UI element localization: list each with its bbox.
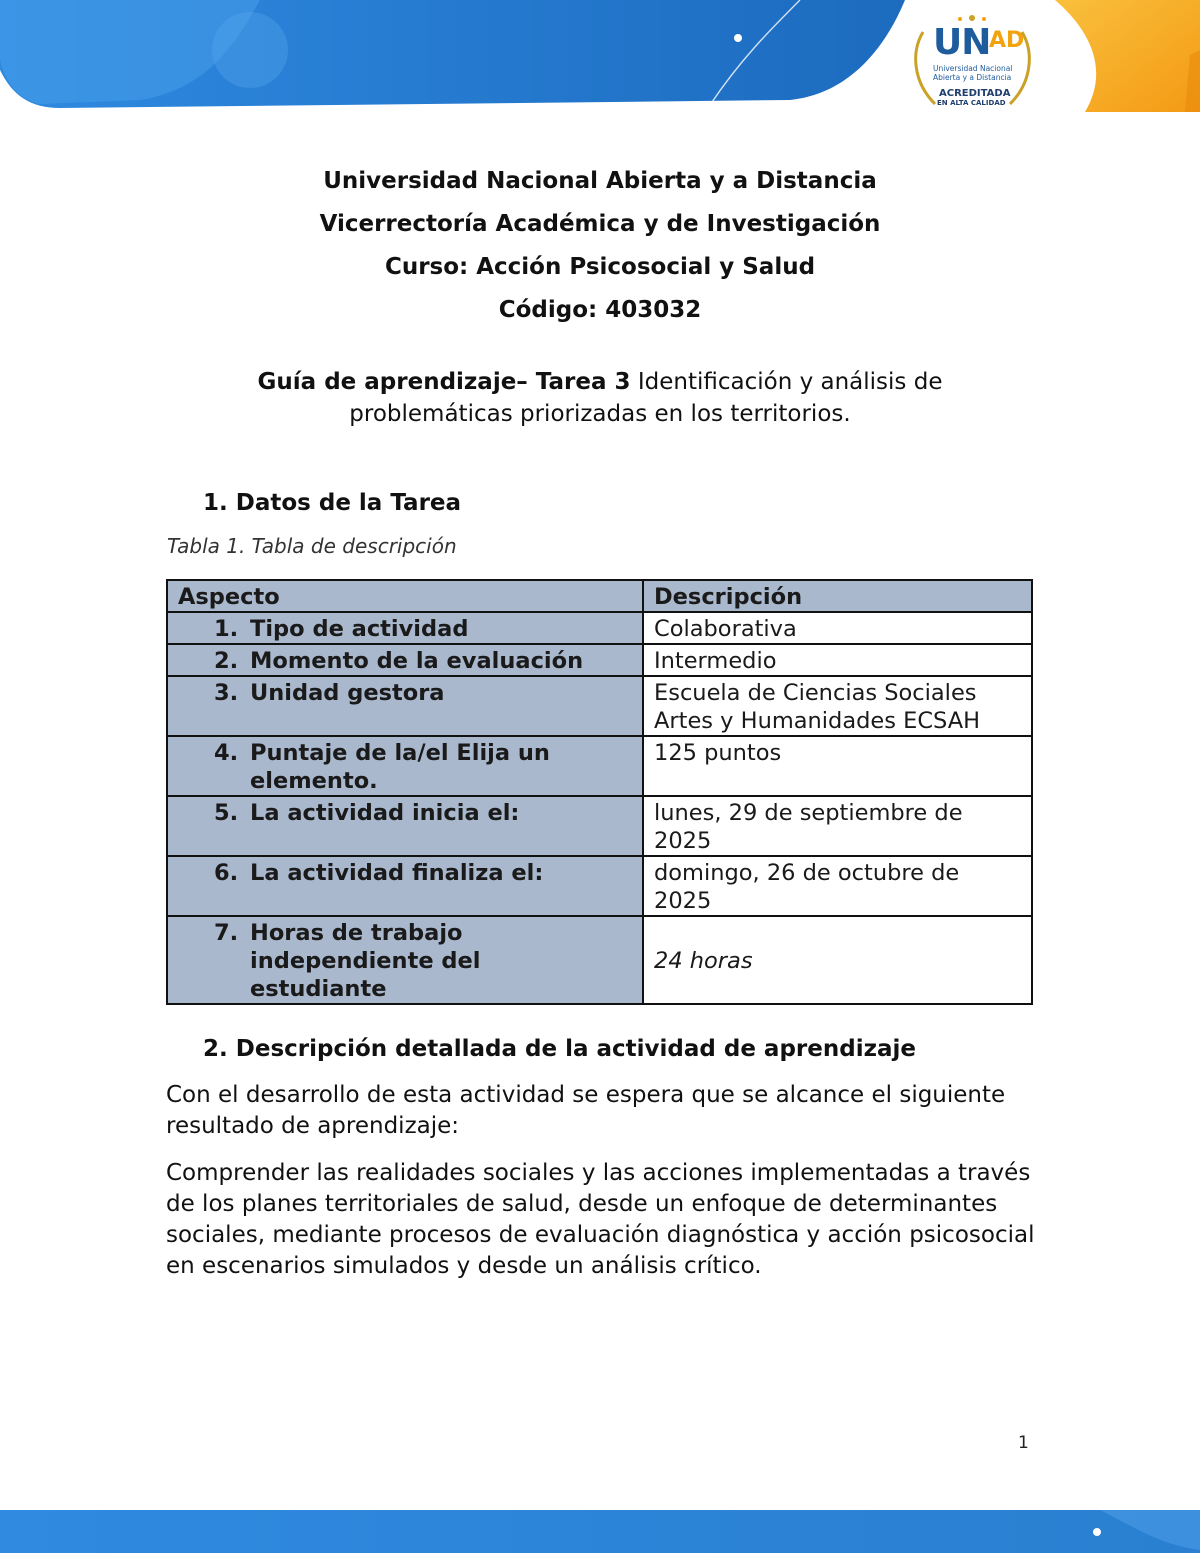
header-descripcion: Descripción <box>643 580 1032 612</box>
section-heading-descripcion: 2. Descripción detallada de la actividad de aprendizaje <box>203 1036 916 1062</box>
footer-banner <box>0 1510 1200 1553</box>
description-table <box>166 579 1033 1005</box>
section-heading-datos: 1. Datos de la Tarea <box>203 490 462 516</box>
guide-title-rest: Identificación y análisis de problemáticas priorizadas en los territorios. <box>349 369 943 427</box>
learning-outcome-paragraph: Comprender las realidades sociales y las acciones implementadas a través de los planes territoriales de salud, desde un enfoque de determinantes sociales, mediante procesos de evaluación diagnóstica y acción psicosocial en escenarios simulados y desde un análisis crítico. <box>166 1160 1035 1279</box>
guide-title-bold: Guía de aprendizaje– Tarea 3 <box>257 369 631 395</box>
table-row <box>167 736 1032 796</box>
row-value: lunes, 29 de septiembre de 2025 <box>643 796 1032 856</box>
row-number: 3. <box>214 680 239 706</box>
guide-title <box>200 366 1000 430</box>
row-number: 5. <box>214 800 239 826</box>
table-header-row <box>167 580 1032 612</box>
unad-logo <box>905 12 1040 112</box>
row-label: La actividad inicia el: <box>250 800 520 826</box>
table-row <box>167 612 1032 644</box>
table-row <box>167 796 1032 856</box>
vicerrectoria-title: Vicerrectoría Académica y de Investigación <box>319 211 881 237</box>
row-value: domingo, 26 de octubre de 2025 <box>643 856 1032 916</box>
row-number: 4. <box>214 740 239 766</box>
row-label: Horas de trabajo independiente del estudiante <box>250 920 481 1002</box>
intro-paragraph: Con el desarrollo de esta actividad se espera que se alcance el siguiente resultado de aprendizaje: <box>166 1082 1006 1139</box>
logo-un: UN <box>933 22 991 63</box>
row-label: Tipo de actividad <box>250 616 469 642</box>
course-title: Curso: Acción Psicosocial y Salud <box>384 254 816 280</box>
row-label: Momento de la evaluación <box>250 648 584 674</box>
logo-subtitle: Universidad Nacional Abierta y a Distancia <box>933 64 1013 82</box>
row-label: Puntaje de la/el Elija un elemento. <box>250 740 550 794</box>
row-label: Unidad gestora <box>250 680 445 706</box>
row-value: Escuela de Ciencias Sociales Artes y Humanidades ECSAH <box>643 676 1032 736</box>
row-value: 24 horas <box>643 916 1032 1004</box>
row-number: 2. <box>214 648 239 674</box>
course-code: Código: 403032 <box>498 297 702 323</box>
logo-ad: AD <box>989 28 1025 53</box>
table-row <box>167 676 1032 736</box>
table-row <box>167 644 1032 676</box>
row-number: 7. <box>214 920 239 946</box>
row-value: 125 puntos <box>643 736 1032 796</box>
table-row <box>167 916 1032 1004</box>
row-number: 1. <box>214 616 239 642</box>
header-aspecto: Aspecto <box>167 580 643 612</box>
table-row <box>167 856 1032 916</box>
row-number: 6. <box>214 860 239 886</box>
page-number: 1 <box>1018 1433 1029 1453</box>
logo-accreditation: ACREDITADA <box>939 88 1011 99</box>
university-title: Universidad Nacional Abierta y a Distancia <box>323 168 877 194</box>
logo-accreditation-sub: EN ALTA CALIDAD <box>937 99 1006 107</box>
row-value: Intermedio <box>643 644 1032 676</box>
row-value: Colaborativa <box>643 612 1032 644</box>
row-label: La actividad finaliza el: <box>250 860 544 886</box>
table-caption: Tabla 1. Tabla de descripción <box>167 534 457 558</box>
